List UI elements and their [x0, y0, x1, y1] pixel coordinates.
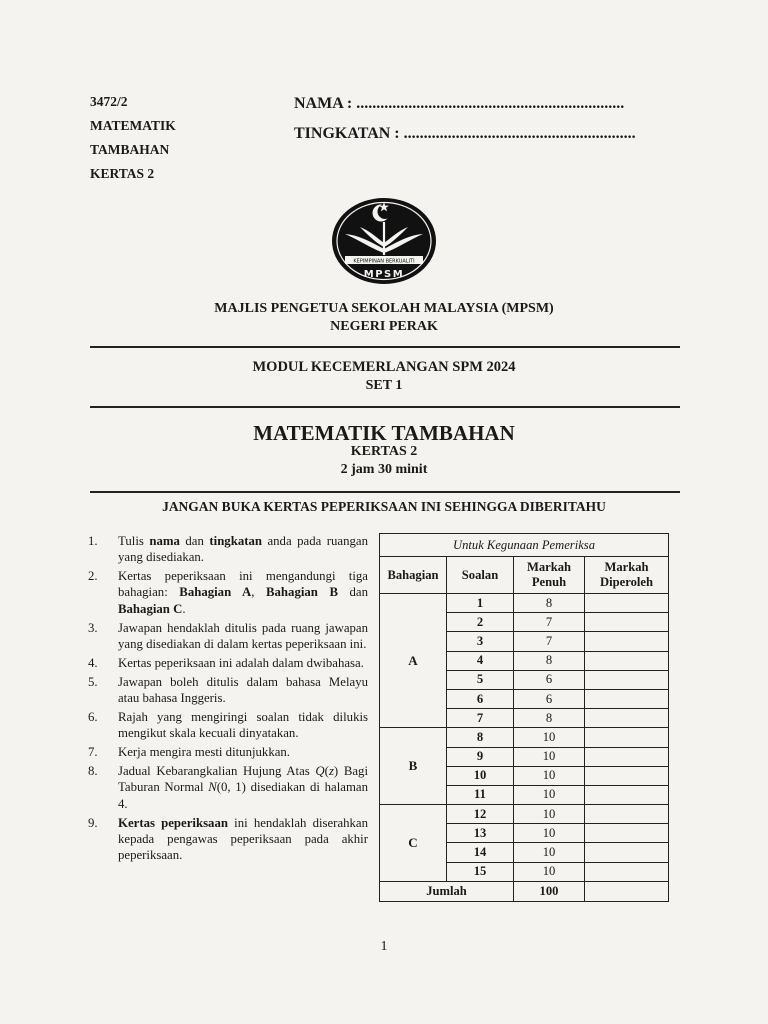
- instruction-number: 9.: [88, 815, 98, 830]
- section-label: A: [380, 594, 447, 728]
- module-title: MODUL KECEMERLANGAN SPM 2024: [252, 359, 516, 375]
- question-number: 10: [447, 766, 514, 785]
- header-markah-diperoleh: Markah Diperoleh: [585, 557, 669, 594]
- full-marks: 10: [514, 805, 585, 824]
- question-number: 3: [447, 632, 514, 651]
- question-number: 4: [447, 651, 514, 670]
- instruction-item: [88, 763, 368, 812]
- logo-banner-text: KEPIMPINAN BERKUALITI: [353, 258, 415, 265]
- full-marks: 6: [514, 670, 585, 689]
- question-number: 15: [447, 862, 514, 881]
- total-label: Jumlah: [380, 881, 514, 901]
- instruction-item: [88, 620, 368, 653]
- instruction-item: [88, 815, 368, 864]
- org-line-2: NEGERI PERAK: [330, 319, 438, 334]
- instruction-text: Kertas peperiksaan ini mengandungi tiga bahagian:: [118, 569, 368, 600]
- paper-line: KERTAS 2: [90, 166, 155, 181]
- marks-obtained-cell[interactable]: [585, 651, 669, 670]
- logo-text: MPSM: [363, 269, 405, 280]
- header-markah-penuh: Markah Penuh: [514, 557, 585, 594]
- instruction-text: Rajah yang mengiringi soalan tidak dilukis mengikut skala kecuali dinyatakan.: [118, 709, 368, 741]
- paper-code-block: [90, 90, 176, 186]
- full-marks: 8: [514, 709, 585, 728]
- tingkatan-field[interactable]: TINGKATAN : ..........................................................: [294, 125, 636, 142]
- header-soalan: Soalan: [447, 557, 514, 594]
- instruction-text: ) Bagi Taburan Normal: [118, 764, 368, 795]
- marks-obtained-cell[interactable]: [585, 728, 669, 747]
- full-marks: 6: [514, 689, 585, 708]
- question-number: 1: [447, 594, 514, 613]
- marks-obtained-cell[interactable]: [585, 766, 669, 785]
- instruction-number: 5.: [88, 674, 98, 689]
- question-number: 9: [447, 747, 514, 766]
- instruction-item: [88, 533, 368, 566]
- full-marks: 7: [514, 613, 585, 632]
- full-marks: 10: [514, 766, 585, 785]
- instruction-text: Bahagian B: [266, 585, 338, 600]
- header-bahagian: Bahagian: [380, 557, 447, 594]
- instruction-text: ,: [251, 585, 266, 600]
- marks-obtained-cell[interactable]: [585, 785, 669, 804]
- instruction-number: 2.: [88, 569, 98, 584]
- divider-2: [90, 406, 680, 408]
- total-value: 100: [514, 881, 585, 901]
- instruction-text: Kerja mengira mesti ditunjukkan.: [118, 745, 291, 760]
- marks-obtained-cell[interactable]: [585, 843, 669, 862]
- question-number: 6: [447, 689, 514, 708]
- instruction-text: N: [208, 780, 217, 795]
- full-marks: 7: [514, 632, 585, 651]
- marks-obtained-cell[interactable]: [585, 747, 669, 766]
- instruction-text: Jawapan boleh ditulis dalam bahasa Melayu atau bahasa Inggeris.: [118, 674, 368, 706]
- question-number: 12: [447, 805, 514, 824]
- subject-title: MATEMATIK TAMBAHAN: [253, 421, 515, 445]
- instruction-item: [88, 655, 368, 671]
- marks-obtained-cell[interactable]: [585, 824, 669, 843]
- instruction-text: Kertas peperiksaan: [118, 815, 228, 830]
- instruction-text: tingkatan: [209, 534, 262, 548]
- examiner-table: [379, 533, 669, 902]
- instruction-text: Bahagian C: [118, 601, 183, 616]
- table-row: [380, 728, 669, 747]
- instruction-item: [88, 709, 368, 742]
- full-marks: 8: [514, 651, 585, 670]
- mpsm-logo: [331, 197, 437, 285]
- instruction-number: 1.: [88, 534, 98, 548]
- marks-obtained-cell[interactable]: [585, 613, 669, 632]
- total-row: [380, 881, 669, 901]
- instruction-text: Kertas peperiksaan ini adalah dalam dwibahasa.: [118, 655, 364, 670]
- marks-obtained-cell[interactable]: [585, 862, 669, 881]
- marks-obtained-cell[interactable]: [585, 689, 669, 708]
- org-line-1: MAJLIS PENGETUA SEKOLAH MALAYSIA (MPSM): [214, 301, 554, 316]
- table-caption: Untuk Kegunaan Pemeriksa: [380, 534, 669, 557]
- instruction-text: ini hendaklah diserahkan kepada pengawas peperiksaan pada akhir peperiksaan.: [118, 815, 368, 863]
- full-marks: 10: [514, 747, 585, 766]
- subject-line-1: MATEMATIK: [90, 118, 176, 133]
- instruction-text: Bahagian A: [179, 585, 252, 600]
- instruction-text: .: [182, 601, 186, 616]
- marks-obtained-cell[interactable]: [585, 709, 669, 728]
- page-number: 1: [380, 939, 388, 954]
- table-row: [380, 805, 669, 824]
- instruction-text: anda pada ruangan yang disediakan.: [118, 534, 368, 565]
- question-number: 2: [447, 613, 514, 632]
- instruction-text: Q: [315, 764, 325, 779]
- instruction-text: nama: [149, 534, 180, 548]
- divider-3: [90, 491, 680, 493]
- instruction-number: 3.: [88, 620, 98, 635]
- question-number: 8: [447, 728, 514, 747]
- instruction-item: [88, 744, 368, 760]
- instruction-item: [88, 568, 368, 617]
- instruction-text: (0, 1) disediakan di halaman 4.: [118, 780, 368, 811]
- instruction-number: 4.: [88, 655, 98, 670]
- question-number: 13: [447, 824, 514, 843]
- instructions-list: [88, 533, 368, 863]
- question-number: 11: [447, 785, 514, 804]
- instruction-text: dan: [337, 585, 368, 600]
- module-set: SET 1: [365, 378, 403, 393]
- full-marks: 8: [514, 594, 585, 613]
- marks-obtained-cell[interactable]: [585, 594, 669, 613]
- instruction-text: dan: [179, 534, 210, 548]
- divider-1: [90, 346, 680, 348]
- full-marks: 10: [514, 728, 585, 747]
- subject-line-2: TAMBAHAN: [90, 142, 170, 157]
- subject-duration: 2 jam 30 minit: [340, 462, 428, 477]
- instruction-text: Jawapan hendaklah ditulis pada ruang jawapan yang disediakan di dalam kertas peperiksaan ini.: [118, 620, 368, 651]
- question-number: 7: [447, 709, 514, 728]
- name-field[interactable]: NAMA : ...................................................................: [294, 95, 625, 112]
- instructions: [88, 533, 368, 866]
- subject-paper: KERTAS 2: [350, 444, 418, 459]
- instruction-item: [88, 674, 368, 707]
- table-row: [380, 594, 669, 613]
- marks-obtained-cell[interactable]: [585, 632, 669, 651]
- instruction-number: 7.: [88, 745, 98, 760]
- full-marks: 10: [514, 824, 585, 843]
- section-label: C: [380, 805, 447, 882]
- instruction-text: Jadual Kebarangkalian Hujung Atas: [118, 764, 316, 779]
- warning-text: JANGAN BUKA KERTAS PEPERIKSAAN INI SEHINGGA DIBERITAHU: [162, 499, 606, 514]
- examiner-table-body: [380, 594, 669, 902]
- instruction-text: (: [324, 764, 329, 779]
- question-number: 14: [447, 843, 514, 862]
- instruction-number: 6.: [88, 709, 98, 724]
- full-marks: 10: [514, 862, 585, 881]
- marks-obtained-cell[interactable]: [585, 805, 669, 824]
- instruction-text: z: [328, 764, 334, 779]
- paper-code: 3472/2: [90, 94, 128, 109]
- section-label: B: [380, 728, 447, 805]
- full-marks: 10: [514, 785, 585, 804]
- full-marks: 10: [514, 843, 585, 862]
- instruction-text: Tulis: [118, 534, 150, 548]
- question-number: 5: [447, 670, 514, 689]
- instruction-number: 8.: [88, 764, 98, 779]
- total-obtained-cell[interactable]: [585, 881, 669, 901]
- marks-obtained-cell[interactable]: [585, 670, 669, 689]
